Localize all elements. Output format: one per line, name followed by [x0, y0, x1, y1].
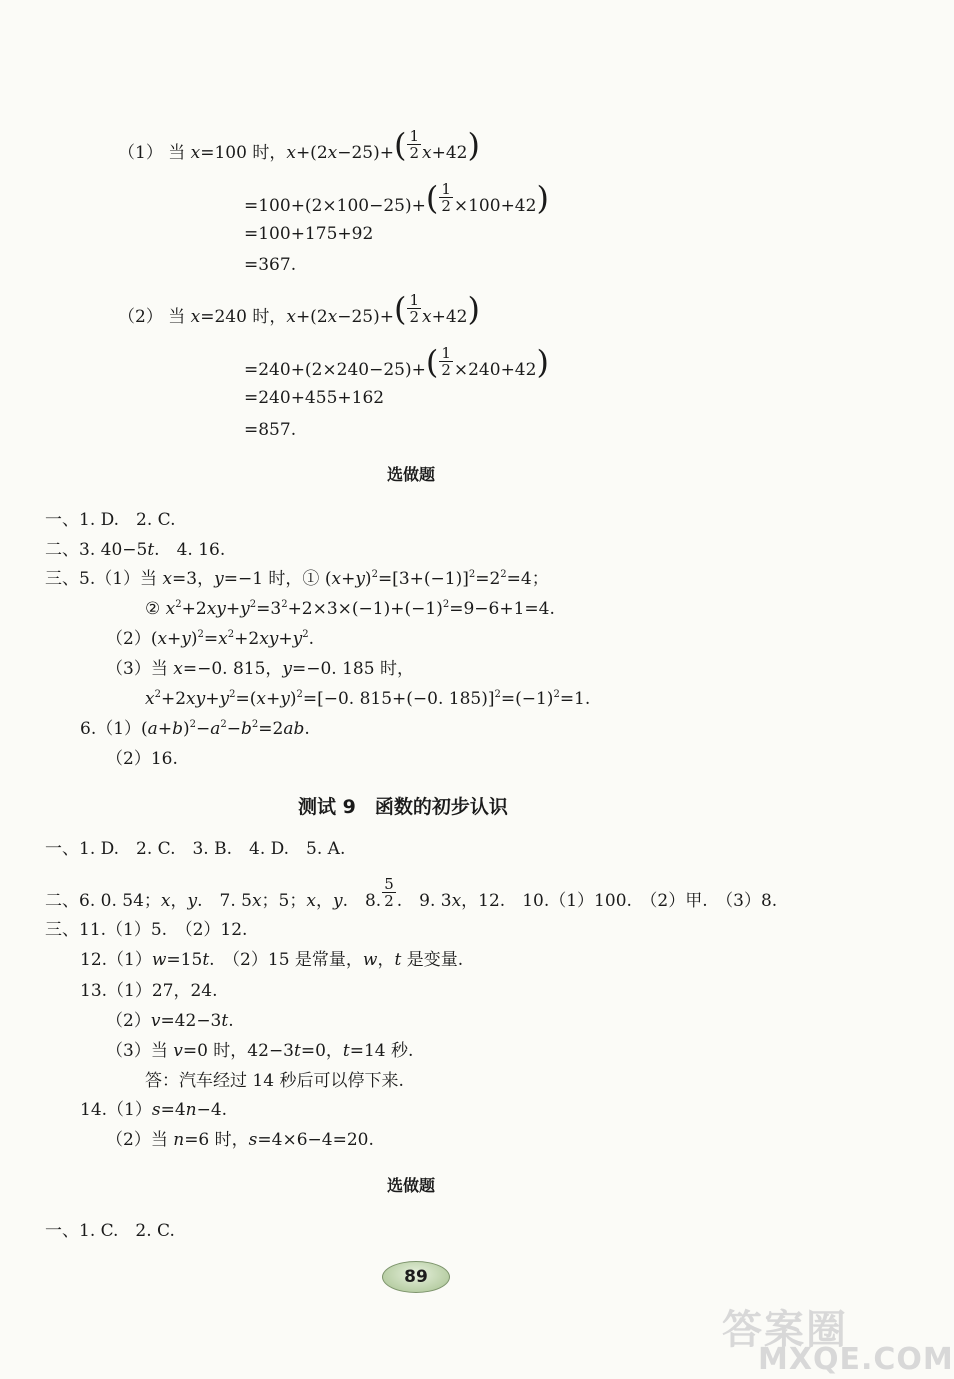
- text: =14 秒.: [349, 1041, 414, 1061]
- page-number-badge: 89: [382, 1261, 450, 1293]
- text: +42: [431, 307, 468, 327]
- test9-line6: [106, 1009, 234, 1033]
- text: ×240+42: [453, 360, 537, 380]
- var: x: [190, 143, 201, 163]
- superscript: 2: [251, 719, 259, 730]
- text: =−0. 815，: [182, 659, 283, 679]
- var: x: [422, 307, 432, 327]
- q1-step2: =100+175+92: [244, 224, 374, 244]
- var: y: [219, 689, 230, 709]
- opt1-line4: [145, 597, 555, 621]
- var: x: [162, 569, 173, 589]
- text: （3）当: [106, 659, 174, 679]
- superscript: 2: [296, 689, 303, 700]
- var: xy: [186, 689, 206, 709]
- test9-line2: [45, 876, 777, 913]
- var: x: [145, 689, 155, 709]
- fraction: [407, 292, 421, 325]
- text: ②: [145, 599, 166, 619]
- var: w: [362, 950, 378, 970]
- var: n: [185, 1100, 197, 1120]
- text: 三、5.（1）当: [45, 569, 163, 589]
- text: =[3+(−1)]: [377, 569, 469, 589]
- text: . 4. 16.: [154, 540, 226, 560]
- text: =42−3: [160, 1011, 222, 1031]
- text: .: [228, 1011, 234, 1031]
- text: ，: [315, 891, 333, 911]
- watermark-logo-text: 答案圈: [722, 1307, 848, 1353]
- paren-open: (: [425, 343, 439, 381]
- fraction-den: 2: [409, 308, 420, 326]
- fraction-den: 2: [409, 144, 420, 162]
- q1-step1: [244, 181, 549, 218]
- fraction: [382, 876, 396, 909]
- superscript: 2: [197, 629, 204, 640]
- text: =4；: [506, 569, 549, 589]
- text: ): [190, 629, 198, 649]
- text: 当: [162, 307, 191, 327]
- superscript: 2: [154, 689, 161, 700]
- var: t: [221, 1011, 229, 1031]
- var: y: [280, 689, 290, 709]
- var: y: [355, 569, 365, 589]
- var: v: [150, 1011, 161, 1031]
- var: ab: [283, 719, 305, 739]
- var: x: [256, 689, 266, 709]
- var: t: [342, 1041, 350, 1061]
- text: （2）: [106, 1011, 151, 1031]
- text: +42: [431, 143, 468, 163]
- text: =2: [258, 719, 284, 739]
- var: y: [292, 629, 303, 649]
- opt1-line1: 一、1. D. 2. C.: [45, 510, 176, 530]
- text: −4.: [196, 1100, 228, 1120]
- fraction-num: 5: [384, 875, 394, 893]
- superscript: 2: [468, 569, 476, 580]
- superscript: 2: [302, 629, 309, 640]
- superscript: 2: [229, 689, 236, 700]
- opt1-line6: [106, 657, 414, 681]
- var: y: [214, 569, 224, 589]
- var: s: [151, 1100, 161, 1120]
- superscript: 2: [494, 689, 501, 700]
- text: +: [341, 569, 356, 589]
- fraction: [439, 345, 453, 378]
- superscript: 2: [175, 599, 182, 610]
- fraction-num: 1: [441, 344, 451, 362]
- text: +2: [181, 599, 207, 619]
- text: 是变量.: [401, 950, 464, 970]
- text: =15: [166, 950, 203, 970]
- var: x: [218, 629, 228, 649]
- var: w: [151, 950, 167, 970]
- text: +: [157, 719, 173, 739]
- label: （2）: [118, 307, 163, 327]
- text: +(2: [295, 307, 328, 327]
- paren-open: (: [425, 179, 439, 217]
- paren-open: (: [394, 290, 407, 328]
- test9-line10: [106, 1128, 374, 1152]
- var: x: [165, 599, 176, 619]
- text: . （2）15 是常量，: [209, 950, 363, 970]
- var: a: [210, 719, 221, 739]
- fraction-den: 2: [441, 197, 451, 215]
- text: +2: [160, 689, 187, 709]
- q2-step3: =857.: [244, 420, 297, 440]
- text: ): [289, 689, 297, 709]
- opt1-line3: [45, 567, 549, 591]
- text: . 9. 3: [396, 891, 452, 911]
- section-heading-optional-2: 选做题: [387, 1176, 436, 1195]
- text: =[−0. 815+(−0. 185)]: [302, 689, 495, 709]
- text: =: [203, 629, 219, 649]
- var: a: [147, 719, 158, 739]
- var: b: [172, 719, 183, 739]
- text: ；5；: [261, 891, 307, 911]
- var: x: [422, 143, 432, 163]
- var: x: [306, 891, 316, 911]
- text: 14.（1）: [80, 1100, 152, 1120]
- fraction-num: 1: [409, 127, 420, 145]
- text: +: [265, 689, 281, 709]
- text: =−0. 185 时，: [292, 659, 414, 679]
- superscript: 2: [500, 569, 507, 580]
- text: 6.（1）(: [80, 719, 148, 739]
- fraction-num: 1: [441, 180, 451, 198]
- text: =4: [160, 1100, 186, 1120]
- opt1-line9: （2）16.: [106, 749, 178, 769]
- var: x: [327, 143, 338, 163]
- var: x: [331, 569, 342, 589]
- section-heading-test9: 测试 9 函数的初步认识: [298, 796, 508, 818]
- superscript: 2: [371, 569, 378, 580]
- test9-line8: 答：汽车经过 14 秒后可以停下来.: [145, 1071, 404, 1091]
- text: =4×6−4=20.: [257, 1130, 374, 1150]
- superscript: 2: [553, 689, 560, 700]
- text: ×100+42: [453, 196, 537, 216]
- test9-line1: 一、1. D. 2. C. 3. B. 4. D. 5. A.: [45, 839, 346, 859]
- fraction-den: 2: [441, 361, 451, 379]
- text: （2）当: [106, 1130, 174, 1150]
- text: .: [308, 629, 315, 649]
- opt2-line1: 一、1. C. 2. C.: [45, 1221, 175, 1241]
- var: v: [173, 1041, 183, 1061]
- var: b: [240, 719, 252, 739]
- text: （3）当: [106, 1041, 174, 1061]
- text: =9−6+1=4.: [449, 599, 555, 619]
- text: .: [304, 719, 310, 739]
- var: y: [187, 891, 198, 911]
- paren-close: ): [536, 179, 549, 217]
- paren-open: (: [394, 126, 407, 164]
- text: =100 时，: [200, 143, 287, 163]
- paren-close: ): [536, 343, 549, 381]
- test9-line9: [80, 1098, 227, 1122]
- text: 当: [162, 143, 191, 163]
- text: −: [195, 719, 211, 739]
- text: −25)+: [337, 307, 394, 327]
- var: t: [294, 1041, 301, 1061]
- text: ): [182, 719, 190, 739]
- fraction-num: 1: [409, 291, 420, 309]
- q1-expression-line: [118, 128, 480, 165]
- text: =100+(2×100−25)+: [244, 196, 426, 216]
- opt1-line5: [106, 627, 314, 651]
- paren-close: ): [467, 126, 480, 164]
- var: xy: [206, 599, 226, 619]
- watermark-url: MXQE.COM: [758, 1342, 954, 1377]
- text: =0 时，42−3: [182, 1041, 294, 1061]
- superscript: 2: [281, 599, 288, 610]
- section-heading-optional: 选做题: [387, 465, 436, 484]
- text: . 8.: [342, 891, 382, 911]
- text: =(−1): [500, 689, 554, 709]
- text: ): [364, 569, 372, 589]
- test9-line4: [80, 948, 463, 972]
- q2-step1: [244, 345, 549, 382]
- label: （1）: [118, 143, 163, 163]
- var: x: [451, 891, 462, 911]
- text: =3: [256, 599, 282, 619]
- var: y: [240, 599, 250, 619]
- fraction-den: 2: [384, 892, 394, 910]
- var: t: [202, 950, 210, 970]
- superscript: 2: [227, 629, 235, 640]
- var: x: [190, 307, 201, 327]
- text: =2: [475, 569, 501, 589]
- text: =−1 时，① (: [223, 569, 332, 589]
- fraction: [407, 128, 421, 161]
- text: ，12. 10.（1）100. （2）甲. （3）8.: [461, 891, 778, 911]
- test9-line7: [106, 1039, 413, 1063]
- text: =240 时，: [200, 307, 287, 327]
- var: y: [332, 891, 343, 911]
- superscript: 2: [249, 599, 257, 610]
- var: x: [173, 659, 183, 679]
- var: x: [251, 891, 262, 911]
- text: ，: [377, 950, 395, 970]
- opt1-line2: [45, 538, 225, 562]
- text: +: [205, 689, 220, 709]
- text: +2×3×(−1)+(−1): [287, 599, 443, 619]
- var: y: [282, 659, 292, 679]
- var: x: [160, 891, 171, 911]
- var: x: [327, 307, 338, 327]
- text: ，: [170, 891, 188, 911]
- text: 二、3. 40−5: [45, 540, 148, 560]
- test9-line3: 三、11.（1）5. （2）12.: [45, 920, 248, 940]
- paren-close: ): [467, 290, 480, 328]
- text: =0，: [300, 1041, 343, 1061]
- text: +: [167, 629, 182, 649]
- text: −: [226, 719, 241, 739]
- text: 12.（1）: [80, 950, 152, 970]
- var: t: [394, 950, 402, 970]
- text: +(2: [295, 143, 328, 163]
- text: . 7. 5: [197, 891, 252, 911]
- var: x: [157, 629, 168, 649]
- text: =3，: [172, 569, 215, 589]
- fraction: [439, 181, 453, 214]
- var: y: [181, 629, 191, 649]
- text: +: [225, 599, 241, 619]
- text: +2: [234, 629, 260, 649]
- var: x: [286, 307, 296, 327]
- q1-step3: =367.: [244, 255, 297, 275]
- var: xy: [259, 629, 279, 649]
- q2-step2: =240+455+162: [244, 388, 385, 408]
- superscript: 2: [220, 719, 227, 730]
- superscript: 2: [442, 599, 450, 610]
- text: −25)+: [337, 143, 394, 163]
- text: +: [278, 629, 293, 649]
- text: =6 时，: [184, 1130, 249, 1150]
- test9-line5: 13.（1）27，24.: [80, 981, 218, 1001]
- opt1-line8: [80, 717, 310, 741]
- text: 二、6. 0. 54；: [45, 891, 161, 911]
- var: x: [286, 143, 296, 163]
- var: t: [147, 540, 155, 560]
- text: =(: [235, 689, 257, 709]
- superscript: 2: [189, 719, 196, 730]
- q2-expression-line: [118, 292, 480, 329]
- text: =240+(2×240−25)+: [244, 360, 426, 380]
- text: （2）(: [106, 629, 158, 649]
- text: =1.: [559, 689, 591, 709]
- var: s: [248, 1130, 258, 1150]
- opt1-line7: [145, 687, 590, 711]
- var: n: [173, 1130, 185, 1150]
